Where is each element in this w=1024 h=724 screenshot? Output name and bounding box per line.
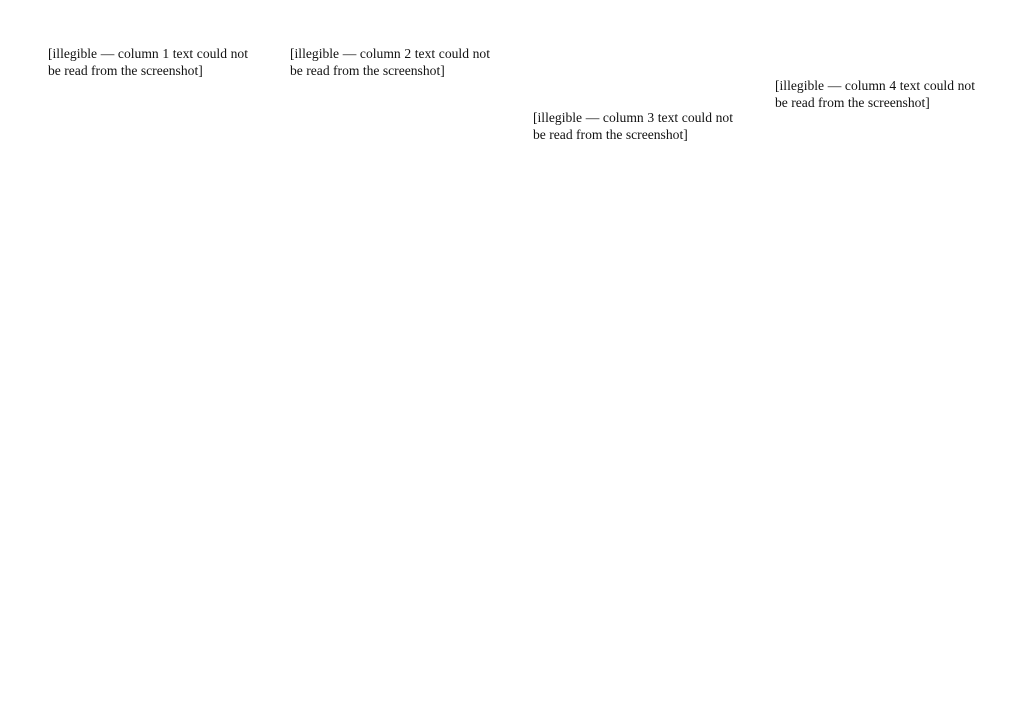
spacer: [290, 80, 490, 96]
first-reading-text: [illegible — column 3 text could not be read from the screenshot]: [533, 110, 733, 142]
column-4: [775, 46, 975, 682]
column-1-text: [illegible — column 1 text could not be read from the screenshot]: [48, 46, 248, 78]
spacer: [775, 112, 975, 128]
spacer: [775, 46, 975, 62]
spacer: [533, 94, 733, 110]
spacer: [533, 46, 733, 62]
column-3: [533, 46, 733, 682]
column-2: [290, 46, 490, 682]
spacer: [533, 62, 733, 78]
spacer: [533, 78, 733, 94]
column-2-text-part1: [illegible — column 2 text could not be read from the screenshot]: [290, 46, 490, 78]
spacer: [775, 144, 975, 160]
column-2-text: [290, 46, 490, 80]
spacer: [290, 96, 490, 112]
psalm-strophe: [illegible — column 4 text could not be read from the screenshot]: [775, 78, 975, 110]
spacer: [775, 128, 975, 144]
spacer: [775, 62, 975, 78]
column-1: [48, 46, 248, 682]
